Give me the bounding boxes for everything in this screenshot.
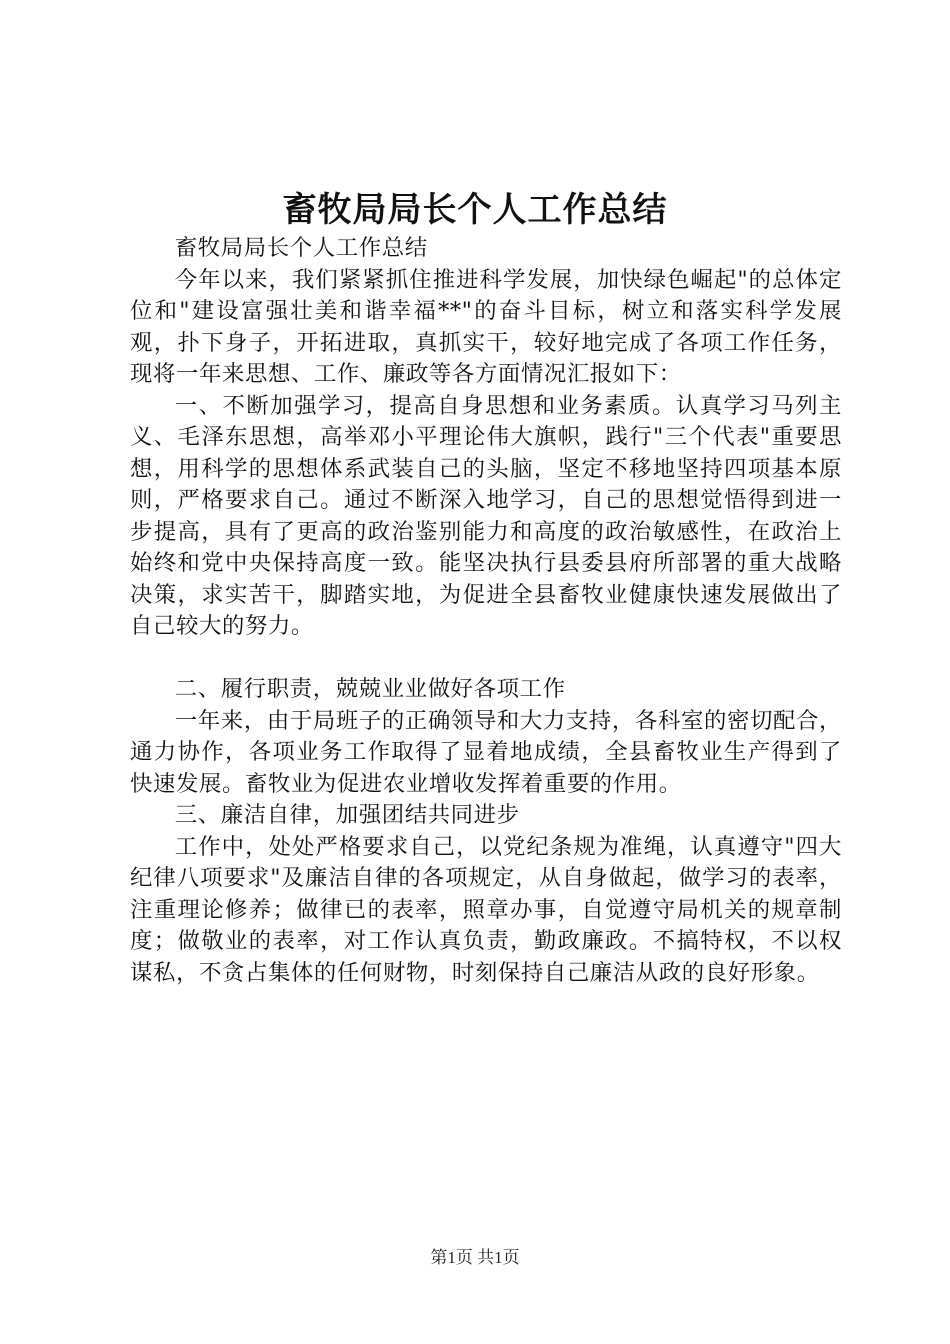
paragraph-section-2: 一年来，由于局班子的正确领导和大力支持，各科室的密切配合，通力协作，各项业务工作取得了显着地成绩，全县畜牧业生产得到了快速发展。畜牧业为促进农业增收发挥着重要的作用。	[130, 707, 842, 797]
page-footer: 第1页 共1页	[430, 1248, 520, 1267]
paragraph-subtitle: 畜牧局局长个人工作总结	[174, 235, 428, 261]
paragraph-section-1: 一、不断加强学习，提高自身思想和业务素质。认真学习马列主义、毛泽东思想，高举邓小平理论伟大旗帜，践行"三个代表"重要思想，用科学的思想体系武装自己的头脑，坚定不移地坚持四项基本原则，严格要求自己。通过不断深入地学习，自己的思想觉悟得到进一步提高，具有了更高的政治鉴别能力和高度的政治敏感性，在政治上始终和党中央保持高度一致。能坚决执行县委县府所部署的重大战略决策，求实苦干，脚踏实地，为促进全县畜牧业健康快速发展做出了自己较大的努力。	[130, 392, 842, 639]
document-body	[130, 233, 842, 989]
document-title: 畜牧局局长个人工作总结	[282, 190, 668, 230]
paragraph-intro: 今年以来，我们紧紧抓住推进科学发展，加快绿色崛起"的总体定位和"建设富强壮美和谐幸福**"的奋斗目标，树立和落实科学发展观，扑下身子，开拓进取，真抓实干，较好地完成了各项工作任务，现将一年来思想、工作、廉政等各方面情况汇报如下：	[130, 266, 842, 387]
heading-section-3: 三、廉洁自律，加强团结共同进步	[174, 802, 520, 828]
paragraph-section-3: 工作中，处处严格要求自己，以党纪条规为准绳，认真遵守"四大纪律八项要求"及廉洁自律的各项规定，从自身做起，做学习的表率，注重理论修养；做律已的表率，照章办事，自觉遵守局机关的规章制度；做敬业的表率，对工作认真负责，勤政廉政。不搞特权，不以权谋私，不贪占集体的任何财物，时刻保持自己廉洁从政的良好形象。	[130, 833, 842, 986]
heading-section-2: 二、履行职责，兢兢业业做好各项工作	[174, 676, 566, 702]
